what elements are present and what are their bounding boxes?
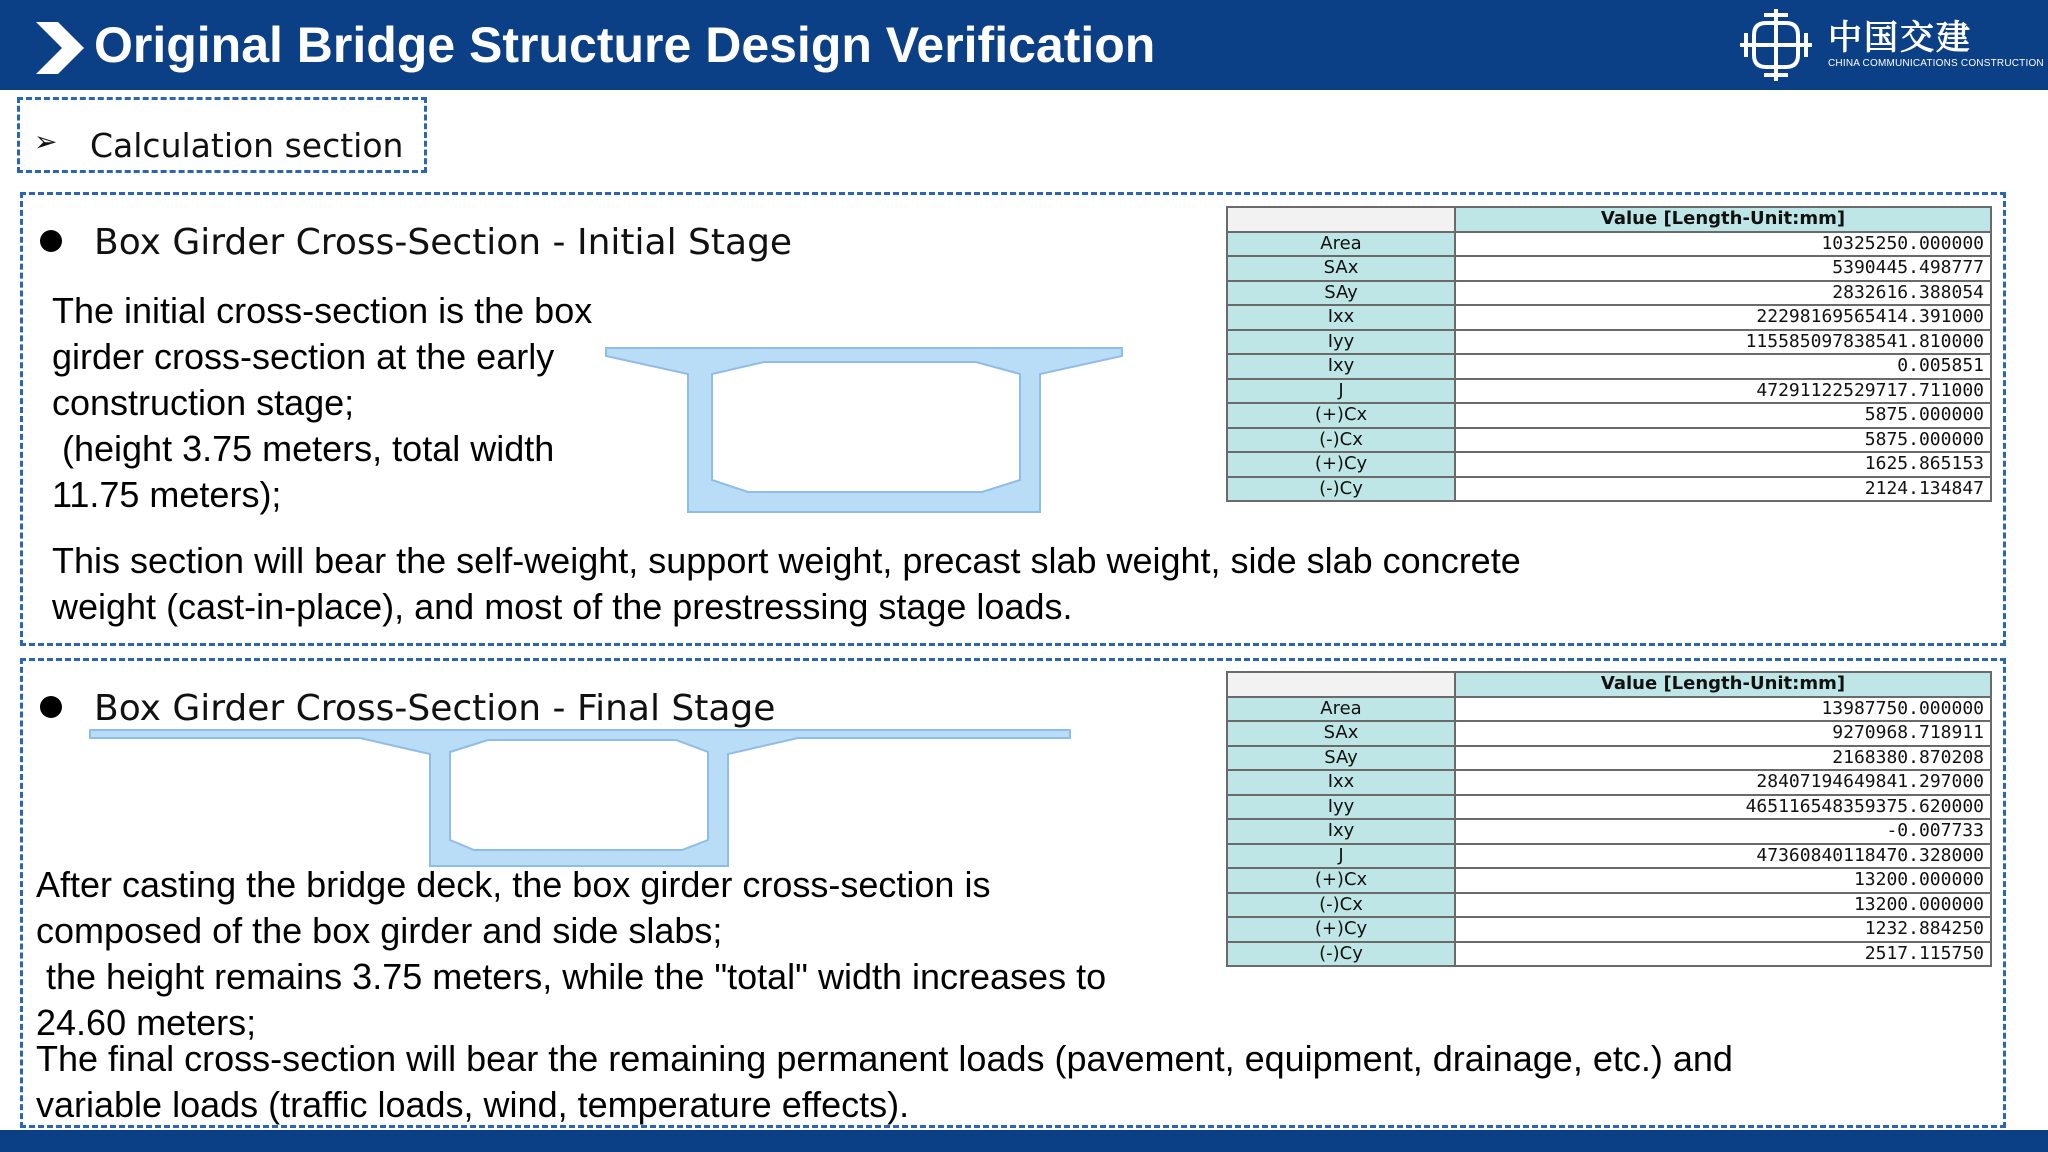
- property-name: Area: [1227, 232, 1455, 257]
- table-row: [1227, 403, 1991, 428]
- table-row: [1227, 305, 1991, 330]
- bullet-icon: [40, 230, 62, 252]
- property-value: 1232.884250: [1455, 917, 1991, 942]
- table-row: [1227, 721, 1991, 746]
- property-value: 5875.000000: [1455, 428, 1991, 453]
- property-value: 10325250.000000: [1455, 232, 1991, 257]
- footer-bar: [0, 1130, 2048, 1152]
- table-header-blank: [1227, 207, 1455, 232]
- property-name: Area: [1227, 697, 1455, 722]
- property-value: 47291122529717.711000: [1455, 379, 1991, 404]
- logo-text-cn: 中国交建: [1828, 18, 1972, 58]
- property-value: 13200.000000: [1455, 893, 1991, 918]
- table-row: [1227, 893, 1991, 918]
- property-name: (+)Cy: [1227, 452, 1455, 477]
- loads-line: The final cross-section will bear the remaining permanent loads (pavement, equipment, drainage, etc.) and: [36, 1038, 1733, 1079]
- initial-stage-heading: Box Girder Cross-Section - Initial Stage: [94, 222, 793, 263]
- table-row: [1227, 232, 1991, 257]
- description-line: construction stage;: [52, 382, 355, 423]
- table-header-row: [1227, 672, 1991, 697]
- table-row: [1227, 746, 1991, 771]
- property-name: (-)Cy: [1227, 477, 1455, 502]
- property-value: 115585097838541.810000: [1455, 330, 1991, 355]
- initial-stage-loads: [52, 538, 1752, 630]
- table-row: [1227, 379, 1991, 404]
- description-line: After casting the bridge deck, the box girder cross-section is: [36, 864, 991, 905]
- description-line: 24.60 meters;: [36, 1002, 257, 1043]
- initial-stage-description: [52, 288, 652, 518]
- final-cross-section-drawing: [86, 726, 1076, 872]
- table-row: [1227, 697, 1991, 722]
- property-name: Ixx: [1227, 305, 1455, 330]
- table-row: [1227, 452, 1991, 477]
- initial-cross-section-drawing: [600, 340, 1140, 540]
- property-value: 2517.115750: [1455, 942, 1991, 967]
- property-value: 47360840118470.328000: [1455, 844, 1991, 869]
- property-value: 2168380.870208: [1455, 746, 1991, 771]
- table-row: [1227, 819, 1991, 844]
- property-name: (-)Cx: [1227, 893, 1455, 918]
- property-value: 13200.000000: [1455, 868, 1991, 893]
- property-name: SAx: [1227, 721, 1455, 746]
- description-line: composed of the box girder and side slabs;: [36, 910, 723, 951]
- table-row: [1227, 281, 1991, 306]
- table-row: [1227, 942, 1991, 967]
- table-header-value: Value [Length-Unit:mm]: [1455, 207, 1991, 232]
- property-name: (+)Cx: [1227, 403, 1455, 428]
- property-value: 2832616.388054: [1455, 281, 1991, 306]
- bullet-icon: [40, 696, 62, 718]
- property-name: (-)Cy: [1227, 942, 1455, 967]
- header-bar: [0, 0, 2048, 90]
- property-name: SAy: [1227, 281, 1455, 306]
- chevron-right-icon: [34, 20, 86, 76]
- property-name: Ixy: [1227, 819, 1455, 844]
- table-row: [1227, 795, 1991, 820]
- property-name: (-)Cx: [1227, 428, 1455, 453]
- table-row: [1227, 844, 1991, 869]
- table-row: [1227, 428, 1991, 453]
- arrow-bullet-icon: ➢: [34, 126, 58, 157]
- property-value: 5875.000000: [1455, 403, 1991, 428]
- table-header-blank: [1227, 672, 1455, 697]
- table-row: [1227, 330, 1991, 355]
- property-value: 13987750.000000: [1455, 697, 1991, 722]
- property-name: J: [1227, 379, 1455, 404]
- page-title: Original Bridge Structure Design Verification: [94, 17, 1156, 73]
- property-value: 5390445.498777: [1455, 256, 1991, 281]
- table-row: [1227, 354, 1991, 379]
- property-value: 0.005851: [1455, 354, 1991, 379]
- initial-section-properties-table: [1226, 206, 1992, 502]
- property-value: 2124.134847: [1455, 477, 1991, 502]
- description-line: 11.75 meters);: [52, 474, 282, 515]
- final-section-properties-table: [1226, 671, 1992, 967]
- property-value: 465116548359375.620000: [1455, 795, 1991, 820]
- final-stage-heading: Box Girder Cross-Section - Final Stage: [94, 688, 776, 729]
- table-header-value: Value [Length-Unit:mm]: [1455, 672, 1991, 697]
- property-name: Iyy: [1227, 795, 1455, 820]
- table-header-row: [1227, 207, 1991, 232]
- description-line: (height 3.75 meters, total width: [52, 428, 555, 469]
- description-line: girder cross-section at the early: [52, 336, 555, 377]
- table-row: [1227, 477, 1991, 502]
- property-name: SAy: [1227, 746, 1455, 771]
- property-name: J: [1227, 844, 1455, 869]
- table-row: [1227, 917, 1991, 942]
- table-row: [1227, 770, 1991, 795]
- description-line: The initial cross-section is the box: [52, 290, 593, 331]
- property-value: 28407194649841.297000: [1455, 770, 1991, 795]
- final-stage-loads: [36, 1036, 1936, 1128]
- property-name: Ixx: [1227, 770, 1455, 795]
- property-value: 9270968.718911: [1455, 721, 1991, 746]
- loads-line: variable loads (traffic loads, wind, temperature effects).: [36, 1084, 910, 1125]
- logo-text-en: CHINA COMMUNICATIONS CONSTRUCTION: [1828, 58, 2044, 69]
- property-name: (+)Cy: [1227, 917, 1455, 942]
- property-name: SAx: [1227, 256, 1455, 281]
- loads-line: weight (cast-in-place), and most of the prestressing stage loads.: [52, 586, 1073, 627]
- property-value: 1625.865153: [1455, 452, 1991, 477]
- property-value: 22298169565414.391000: [1455, 305, 1991, 330]
- property-name: (+)Cx: [1227, 868, 1455, 893]
- final-stage-description: [36, 862, 1196, 1046]
- table-row: [1227, 256, 1991, 281]
- property-name: Iyy: [1227, 330, 1455, 355]
- description-line: the height remains 3.75 meters, while the "total" width increases to: [36, 956, 1107, 997]
- calc-section-label: Calculation section: [90, 126, 404, 165]
- loads-line: This section will bear the self-weight, support weight, precast slab weight, side slab concrete: [52, 540, 1521, 581]
- property-name: Ixy: [1227, 354, 1455, 379]
- table-row: [1227, 868, 1991, 893]
- property-value: -0.007733: [1455, 819, 1991, 844]
